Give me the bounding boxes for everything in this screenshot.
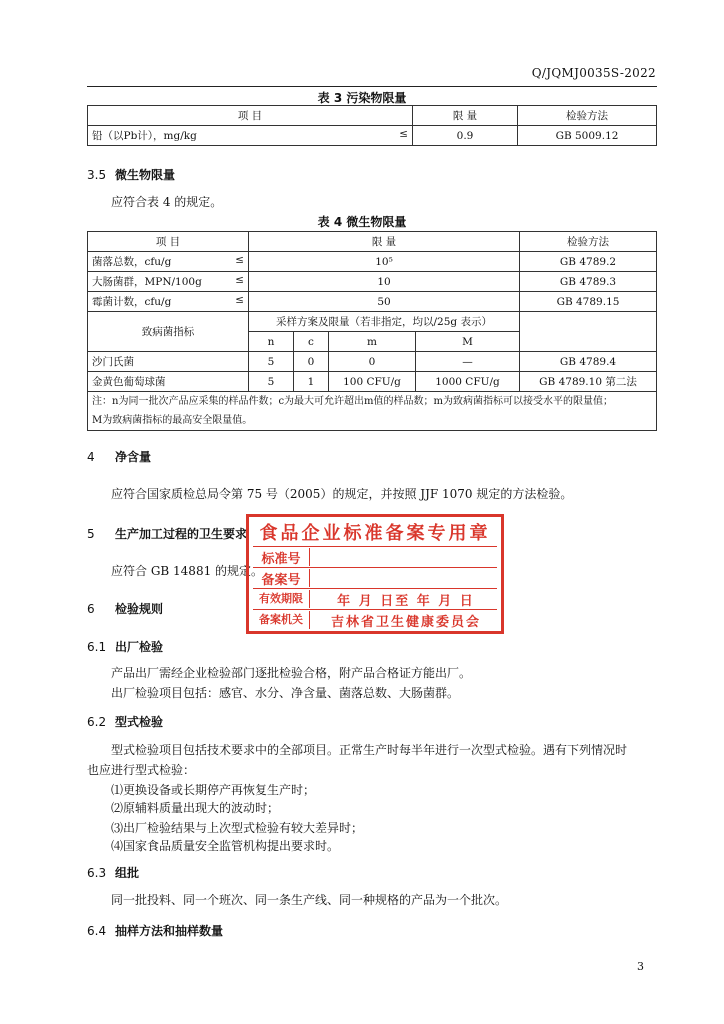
page-number: 3 bbox=[637, 960, 644, 973]
table4-head-item: 项 目 bbox=[88, 232, 249, 252]
table4-row-method: GB 4789.2 bbox=[520, 252, 657, 272]
section-6-3-text: 同一批投料、同一个班次、同一条生产线、同一种规格的产品为一个批次。 bbox=[111, 893, 508, 907]
header-rule bbox=[87, 86, 657, 87]
stamp-row bbox=[253, 567, 497, 588]
stamp-value: 吉林省卫生健康委员会 bbox=[330, 615, 481, 630]
table4-pathogen-label: 致病菌指标 bbox=[88, 312, 249, 352]
section-3-5-text: 应符合表 4 的规定。 bbox=[111, 195, 223, 209]
stamp-label: 有效期限 bbox=[253, 590, 310, 608]
filing-stamp bbox=[246, 514, 504, 634]
table4-sub-M: M bbox=[416, 332, 520, 352]
stamp-row bbox=[253, 609, 497, 630]
table4-path-method: GB 4789.4 bbox=[520, 352, 657, 372]
stamp-title: 食品企业标准备案专用章 bbox=[259, 523, 491, 544]
table4-path-c: 0 bbox=[294, 352, 329, 372]
section-5-text: 应符合 GB 14881 的规定。 bbox=[111, 564, 264, 578]
section-6-2: 6.2 型式检验 bbox=[87, 715, 164, 729]
table4-row-item: 菌落总数，cfu/g ≤ bbox=[88, 252, 249, 272]
table4-path-n: 5 bbox=[249, 352, 294, 372]
section-6-1-p2: 出厂检验项目包括：感官、水分、净含量、菌落总数、大肠菌群。 bbox=[111, 686, 460, 700]
table4-sub-c: c bbox=[294, 332, 329, 352]
table4-row-method: GB 4789.15 bbox=[520, 292, 657, 312]
section-6-2-p2: 也应进行型式检验： bbox=[87, 763, 196, 777]
list-item: ⑷国家食品质量安全监管机构提出要求时。 bbox=[111, 839, 340, 853]
table4-sub-m: m bbox=[329, 332, 416, 352]
stamp-label: 备案号 bbox=[253, 569, 310, 587]
table4-row-limit: 10 bbox=[249, 272, 520, 292]
table4-row-item: 霉菌计数，cfu/g ≤ bbox=[88, 292, 249, 312]
section-3-5: 3.5 微生物限量 bbox=[87, 168, 176, 182]
section-6-1: 6.1 出厂检验 bbox=[87, 640, 164, 654]
table4-sub-n: n bbox=[249, 332, 294, 352]
section-4-text: 应符合国家质检总局令第 75 号（2005）的规定，并按照 JJF 1070 规定的方法检验。 bbox=[111, 487, 573, 501]
list-item: ⑶出厂检验结果与上次型式检验有较大差异时； bbox=[111, 821, 364, 835]
table3-head-method: 检验方法 bbox=[518, 106, 657, 126]
le-sign: ≤ bbox=[399, 128, 408, 140]
table4-path-M: 1000 CFU/g bbox=[416, 372, 520, 392]
section-6-3: 6.3 组批 bbox=[87, 866, 140, 880]
table3-cell-limit: 0.9 bbox=[413, 126, 518, 146]
table4-path-m: 100 CFU/g bbox=[329, 372, 416, 392]
table4-head-method: 检验方法 bbox=[520, 232, 657, 252]
table3-cell-item: 铅（以Pb计），mg/kg ≤ bbox=[88, 126, 413, 146]
table3-caption: 表 3 污染物限量 bbox=[317, 91, 407, 105]
table4-row-limit: 10⁵ bbox=[249, 252, 520, 272]
section-5: 5 生产加工过程的卫生要求 bbox=[87, 527, 248, 541]
list-item: ⑵原辅料质量出现大的波动时； bbox=[111, 801, 280, 815]
table4-path-item: 金黄色葡萄球菌 bbox=[88, 372, 249, 392]
table4-head-limit: 限 量 bbox=[249, 232, 520, 252]
stamp-label: 备案机关 bbox=[253, 611, 310, 629]
table4-empty-cell bbox=[520, 312, 657, 352]
table4-row-item: 大肠菌群，MPN/100g ≤ bbox=[88, 272, 249, 292]
table4 bbox=[87, 231, 657, 431]
table4-path-m: 0 bbox=[329, 352, 416, 372]
table4-plan-label: 采样方案及限量（若非指定，均以/25g 表示） bbox=[249, 312, 520, 332]
stamp-row bbox=[253, 546, 497, 567]
table4-row-method: GB 4789.3 bbox=[520, 272, 657, 292]
section-6-1-p1: 产品出厂需经企业检验部门逐批检验合格，附产品合格证方能出厂。 bbox=[111, 666, 472, 680]
table4-path-c: 1 bbox=[294, 372, 329, 392]
stamp-row bbox=[253, 588, 497, 609]
section-4: 4 净含量 bbox=[87, 450, 152, 464]
list-item: ⑴更换设备或长期停产再恢复生产时； bbox=[111, 783, 316, 797]
table4-path-item: 沙门氏菌 bbox=[88, 352, 249, 372]
section-6-2-p1: 型式检验项目包括技术要求中的全部项目。正常生产时每半年进行一次型式检验。遇有下列情况时 bbox=[111, 743, 628, 757]
standard-code: Q/JQMJ0035S-2022 bbox=[531, 66, 656, 80]
table4-caption: 表 4 微生物限量 bbox=[317, 215, 407, 229]
table3-cell-method: GB 5009.12 bbox=[518, 126, 657, 146]
stamp-value: 年 月 日至 年 月 日 bbox=[337, 594, 475, 609]
table4-row-limit: 50 bbox=[249, 292, 520, 312]
stamp-label: 标准号 bbox=[253, 548, 310, 566]
table3-head-limit: 限 量 bbox=[413, 106, 518, 126]
table4-path-M: — bbox=[416, 352, 520, 372]
table4-path-method: GB 4789.10 第二法 bbox=[520, 372, 657, 392]
table4-path-n: 5 bbox=[249, 372, 294, 392]
table3 bbox=[87, 105, 657, 146]
table4-note: 注：n为同一批次产品应采集的样品件数；c为最大可允许超出m值的样品数；m为致病菌指标可以接受水平的限量值； M为致病菌指标的最高安全限量值。 bbox=[88, 392, 657, 431]
table3-head-item: 项 目 bbox=[88, 106, 413, 126]
section-6: 6 检验规则 bbox=[87, 602, 164, 616]
section-6-4: 6.4 抽样方法和抽样数量 bbox=[87, 924, 224, 938]
